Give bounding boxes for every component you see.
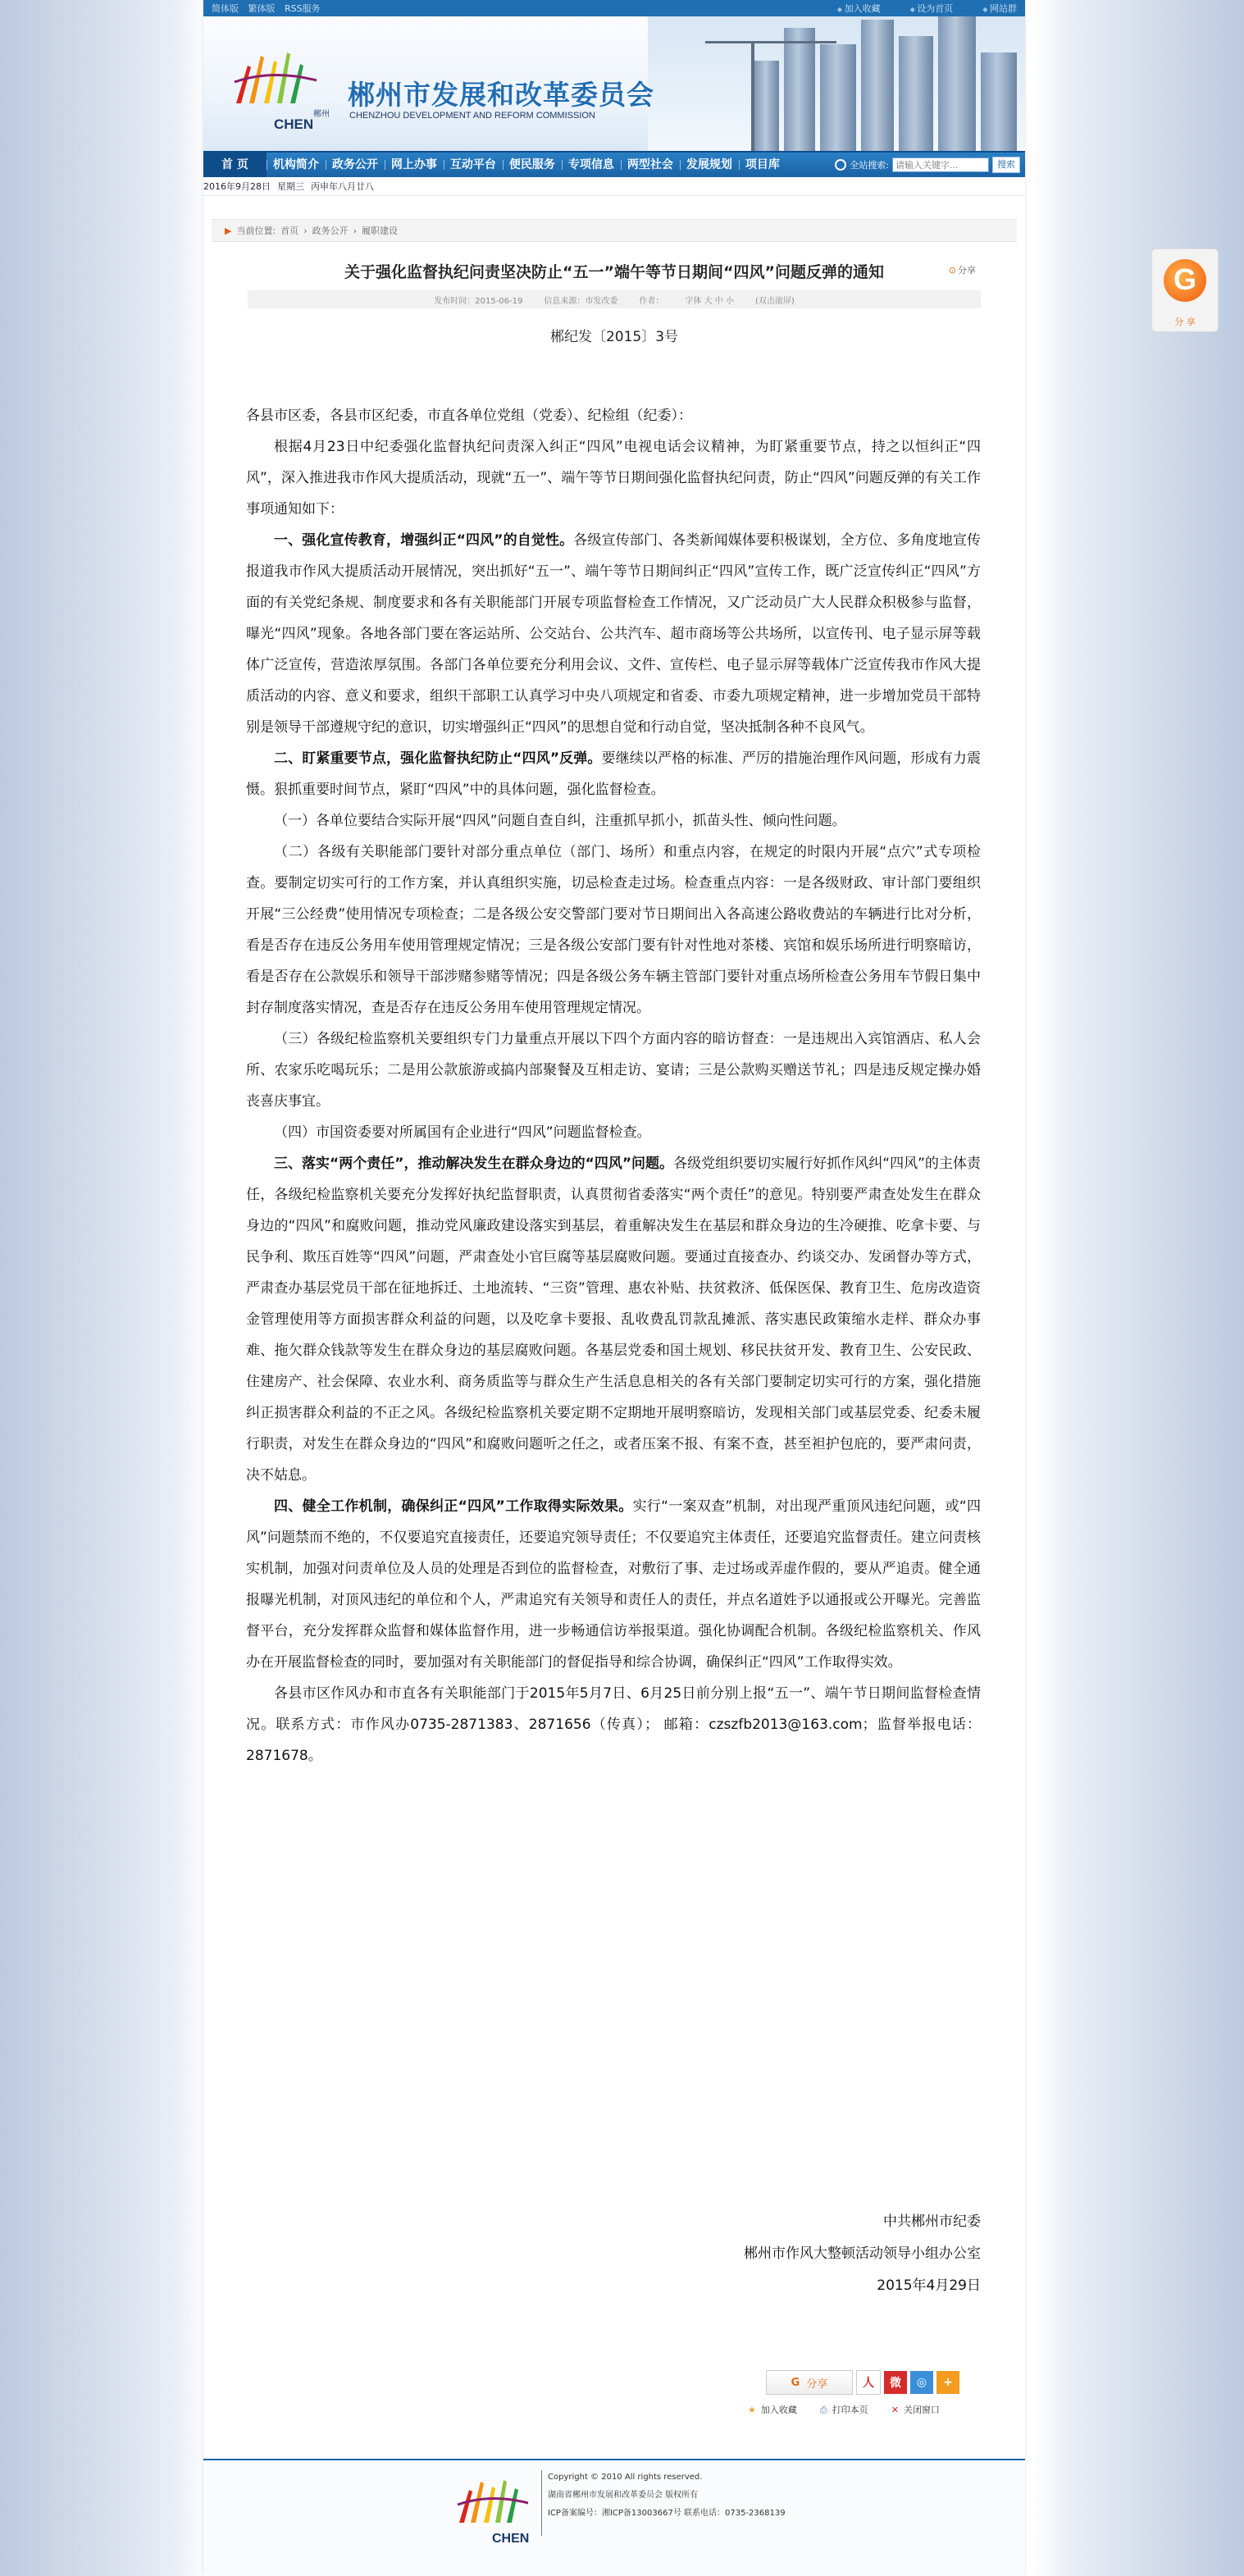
search-button[interactable]: 搜索 <box>992 157 1020 173</box>
simplified-link[interactable]: 简体版 <box>212 3 239 14</box>
add-favorite-link[interactable]: ◆ 加入收藏 <box>837 2 881 15</box>
section-heading: 三、落实“两个责任”，推动解决发生在群众身边的“四风”问题。 <box>274 1156 674 1172</box>
traditional-link[interactable]: 繁体版 <box>248 3 276 14</box>
rss-link[interactable]: RSS服务 <box>285 3 321 14</box>
paragraph-item-1: （一）各单位要结合实际开展“四风”问题自查自纠，注重抓早抓小，抓苗头性、倾向性问题。 <box>274 813 846 829</box>
article-meta <box>248 290 981 308</box>
footer-logo-icon <box>454 2477 536 2551</box>
breadcrumb-separator: › <box>303 225 308 236</box>
search-label: 全站搜索: <box>850 160 889 171</box>
arrow-right-icon: ▶ <box>225 225 232 236</box>
breadcrumb-government-affairs[interactable]: 政务公开 <box>312 226 349 236</box>
site-logo[interactable] <box>231 49 330 131</box>
set-homepage-link[interactable]: ◆ 设为首页 <box>910 2 954 15</box>
site-search <box>835 157 1025 173</box>
share-button-label: 分享 <box>806 2378 828 2391</box>
floating-share-label: 分 享 <box>1174 317 1196 327</box>
nav-item-home[interactable]: 首 页 <box>203 153 267 177</box>
signature-org-1: 中共郴州市纪委 <box>883 2214 981 2230</box>
copyright-text: Copyright © 2010 All rights reserved. <box>548 2473 703 2482</box>
page <box>203 0 1025 2574</box>
info-source: 信息来源：市发改委 <box>544 296 618 306</box>
nav-item-interaction[interactable]: 互动平台 <box>444 153 503 177</box>
auto-scroll-hint[interactable]: (双击滚屏) <box>754 296 795 306</box>
section-heading: 四、健全工作机制，确保纠正“四风”工作取得实际效果。 <box>274 1498 633 1515</box>
section-text: 各级党组织要切实履行好抓作风纠“四风”的主体责任，各级纪检监察机关要充分发挥好执纪监督职责，认真贯彻省委落实“两个责任”的意见。特别要严肃查处发生在群众身边的“四风”和腐败问题，推动党风廉政建设落实到基层，着重解决发生在基层和群众身边的生冷硬推、吃拿卡要、与民争利、欺压百姓等“四风”问题，严肃查处小官巨腐等基层腐败问题。要通过直接查办、约谈交办、发函督办等方式，严肃查办基层党员干部在征地拆迁、土地流转、“三资”管理、惠农补贴、扶贫救济、低保医保、教育卫生、危房改造资金管理使用等方面损害群众利益的问题，以及吃拿卡要报、乱收费乱罚款乱摊派、落实惠民政策缩水走样、群众办事难、拖欠群众钱款等发生在群众身边的基层腐败问题。各基层党委和国土规划、移民扶贫开发、教育卫生、公安民政、住建房产、社会保障、农业水利、商务质监等与群众生产生活息息相关的各有关部门要制定切实可行的方案，强化措施纠正损害群众利益的不正之风。各级纪检监察机关要定期不定期地开展明察暗访，发现相关部门或基层党委、纪委未履行职责，对发生在群众身边的“四风”和腐败问题听之任之，或者压案不报、有案不查，甚至袒护包庇的，要严肃问责，决不姑息。 <box>246 1156 981 1484</box>
search-input[interactable] <box>892 157 989 172</box>
paragraph-section-1 <box>246 525 981 743</box>
publish-date: 发布时间：2015-06-19 <box>434 296 523 306</box>
search-icon <box>835 159 846 171</box>
paragraph-intro: 根据4月23日中纪委强化监督执纪问责深入纠正“四风”电视电话会议精神，为盯紧重要节点，持之以恒纠正“四风”，深入推进我市作风大提质活动，现就“五一”、端午等节日期间强化监督执纪问责，防止“四风”问题反弹的有关工作事项通知如下： <box>246 439 981 517</box>
owner-text: 湖南省郴州市发展和改革委员会 版权所有 <box>548 2491 699 2500</box>
logo-chen-text: CHEN <box>274 116 314 132</box>
top-links-left <box>212 2 327 15</box>
add-favorite-button[interactable]: ★ 加入收藏 <box>748 2403 797 2416</box>
breadcrumb-home[interactable]: 首页 <box>280 226 299 236</box>
font-size-small[interactable]: 小 <box>725 296 734 306</box>
site-header <box>203 16 1025 151</box>
icp-text: ICP备案编号：湘ICP备13003667号 联系电话：0735-2368139 <box>548 2509 786 2518</box>
signature-org-2: 郴州市作风大整顿活动领导小组办公室 <box>744 2245 981 2262</box>
top-links-right <box>837 2 1017 15</box>
paragraph-section-4 <box>246 1491 981 1678</box>
building-shape <box>981 52 1017 151</box>
building-shape <box>938 16 976 151</box>
logo-mark-icon <box>231 49 330 107</box>
signature-block <box>744 2206 981 2302</box>
nav-item-convenience[interactable]: 便民服务 <box>503 153 562 177</box>
breadcrumb-duty-building[interactable]: 履职建设 <box>362 226 398 236</box>
article-body <box>246 400 981 1771</box>
breadcrumb-label: 当前位置: <box>236 226 276 236</box>
weibo-share-icon[interactable]: 微 <box>884 2371 907 2394</box>
current-date: 2016年9月28日 <box>203 181 271 192</box>
crane-jib <box>705 41 836 43</box>
article-title: 关于强化监督执纪问责坚决防止“五一”端午等节日期间“四风”问题反弹的通知 <box>344 263 884 281</box>
section-text: 要继续以严格的标准、严厉的措施治理作风问题，形成有力震慑。狠抓重要时间节点，紧盯“四风”中的具体问题，强化监督检查。 <box>246 750 981 798</box>
paragraph-item-4: （四）市国资委要对所属国有企业进行“四风”问题监督检查。 <box>274 1124 651 1141</box>
main-nav <box>203 151 1025 177</box>
nav-item-project-library[interactable]: 项目库 <box>739 153 786 177</box>
section-text: 实行“一案双查”机制，对出现严重顶风违纪问题，或“四风”问题禁而不绝的，不仅要追究直接责任，还要追究领导责任；不仅要追究主体责任，还要追究监督责任。建立问责核实机制，加强对问责单位及人员的处理是否到位的监督检查，对敷衍了事、走过场或弄虚作假的，要从严追责。健全通报曝光机制，对顶风违纪的单位和个人，严肃追究有关领导和责任人的责任，并点名道姓予以通报或公开曝光。完善监督平台，充分发挥群众监督和媒体监督作用，进一步畅通信访举报渠道。强化协调配合机制。各级纪检监察机关、作风办在开展监督检查的同时，要加强对有关职能部门的督促指导和综合协调，确保纠正“四风”工作取得实效。 <box>246 1498 981 1671</box>
building-shape <box>899 36 933 151</box>
nav-item-government-affairs[interactable]: 政务公开 <box>326 153 385 177</box>
building-shape <box>754 61 779 151</box>
inline-share-button[interactable]: ⊙ 分享 <box>949 263 976 276</box>
breadcrumb-separator: › <box>353 225 357 236</box>
footer-divider <box>541 2470 542 2536</box>
paragraph-section-3 <box>246 1148 981 1491</box>
logo-city-text: 郴州 <box>313 110 330 119</box>
site-footer <box>203 2459 1025 2576</box>
site-title-english: CHENZHOU DEVELOPMENT AND REFORM COMMISSION <box>349 111 595 121</box>
paragraph-section-2 <box>246 743 981 805</box>
more-share-icon[interactable]: + <box>936 2371 959 2394</box>
section-text: 各级宣传部门、各类新闻媒体要积极谋划，全方位、多角度地宣传报道我市作风大提质活动开展情况，突出抓好“五一”、端午等节日期间纠正“四风”宣传工作，既广泛宣传纠正“四风”方面的有关党纪条规、制度要求和各有关职能部门开展专项监督检查工作情况，又广泛动员广大人民群众积极参与监督，曝光“四风”现象。各地各部门要在客运站所、公交站台、公共汽车、超市商场等公共场所，以宣传刊、电子显示屏等载体广泛宣传，营造浓厚氛围。各部门各单位要充分利用会议、文件、宣传栏、电子显示屏等载体广泛宣传我市作风大提质活动的内容、意义和要求，组织干部职工认真学习中央八项规定和省委、市委九项规定精神，进一步增加党员干部特别是领导干部遵规守纪的意识，切实增强纠正“四风”的思想自觉和行动自觉，坚决抵制各种不良风气。 <box>246 532 981 736</box>
nav-item-about[interactable]: 机构简介 <box>267 153 326 177</box>
share-logo-icon: G <box>791 2376 800 2389</box>
renren-share-icon[interactable]: 人 <box>856 2370 881 2395</box>
breadcrumb <box>212 219 1017 242</box>
footer-text <box>548 2469 786 2523</box>
top-bar <box>203 0 1025 16</box>
building-shape <box>820 44 856 151</box>
nav-item-two-oriented-society[interactable]: 两型社会 <box>621 153 680 177</box>
nav-item-development-planning[interactable]: 发展规划 <box>680 153 739 177</box>
lunar-date: 丙申年八月廿八 <box>311 181 374 192</box>
floating-share-widget[interactable] <box>1151 248 1219 332</box>
paragraph-salutation: 各县市区委，各县市区纪委，市直各单位党组（党委）、纪检组（纪委）： <box>246 408 692 424</box>
current-weekday: 星期三 <box>277 181 304 192</box>
share-logo-icon <box>1164 259 1206 302</box>
site-group-link[interactable]: ◆ 网站群 <box>982 2 1017 15</box>
site-title: 郴州市发展和改革委员会 <box>348 79 654 111</box>
signature-date: 2015年4月29日 <box>877 2277 981 2294</box>
paragraph-contact: 各县市区作风办和市直各有关职能部门于2015年5月7日、6月25日前分别上报“五一”、端午节日期间监督检查情况。联系方式：市作风办0735-2871383、2871656（传真）； 邮箱：czszfb2013@163.com；监督举报电话：2871678。 <box>246 1685 981 1764</box>
font-size-controls <box>685 294 734 306</box>
qzone-share-icon[interactable]: ◎ <box>910 2371 933 2394</box>
share-bar <box>766 2370 959 2395</box>
nav-item-special-info[interactable]: 专项信息 <box>562 153 621 177</box>
font-size-large[interactable]: 大 <box>704 296 713 306</box>
section-heading: 一、强化宣传教育，增强纠正“四风”的自觉性。 <box>274 532 574 549</box>
date-bar <box>203 177 1025 196</box>
page-tools <box>748 2403 940 2416</box>
footer-logo-text: CHEN <box>492 2532 530 2546</box>
author: 作者： <box>639 296 664 306</box>
document-number: 郴纪发〔2015〕3号 <box>549 329 679 345</box>
building-shape <box>861 20 894 151</box>
paragraph-item-3: （三）各级纪检监察机关要组织专门力量重点开展以下四个方面内容的暗访督查：一是违规出入宾馆酒店、私人会所、农家乐吃喝玩乐；二是用公款旅游或搞内部聚餐及互相走访、宴请；三是公款购买赠送节礼；四是违反规定操办婚丧喜庆事宜。 <box>246 1031 981 1110</box>
close-window-button[interactable]: ✕ 关闭窗口 <box>891 2403 940 2416</box>
font-size-label: 字体 <box>685 296 702 306</box>
section-heading: 二、盯紧重要节点，强化监督执纪防止“四风”反弹。 <box>274 750 602 767</box>
article-title-row <box>203 260 1025 282</box>
font-size-medium[interactable]: 中 <box>714 296 723 306</box>
building-shape <box>784 28 815 151</box>
share-button[interactable] <box>766 2370 853 2395</box>
crane-mast <box>751 41 754 151</box>
nav-item-online-services[interactable]: 网上办事 <box>385 153 444 177</box>
paragraph-item-2: （二）各级有关职能部门要针对部分重点单位（部门、场所）和重点内容，在规定的时限内开展“点穴”式专项检查。要制定切实可行的工作方案，并认真组织实施，切忌检查走过场。检查重点内容：一是各级财政、审计部门要组织开展“三公经费”使用情况专项检查；二是各级公安交警部门要对节日期间出入各高速公路收费站的车辆进行比对分析，看是否存在违反公务用车使用管理规定情况；三是各级公安部门要有针对性地对茶楼、宾馆和娱乐场所进行明察暗访，看是否存在公款娱乐和领导干部涉赌参赌等情况；四是各级公务车辆主管部门要针对重点场所检查公务用车节假日集中封存制度落实情况，查是否存在违反公务用车使用管理规定情况。 <box>246 844 981 1016</box>
print-page-button[interactable]: ⎙ 打印本页 <box>820 2403 868 2416</box>
